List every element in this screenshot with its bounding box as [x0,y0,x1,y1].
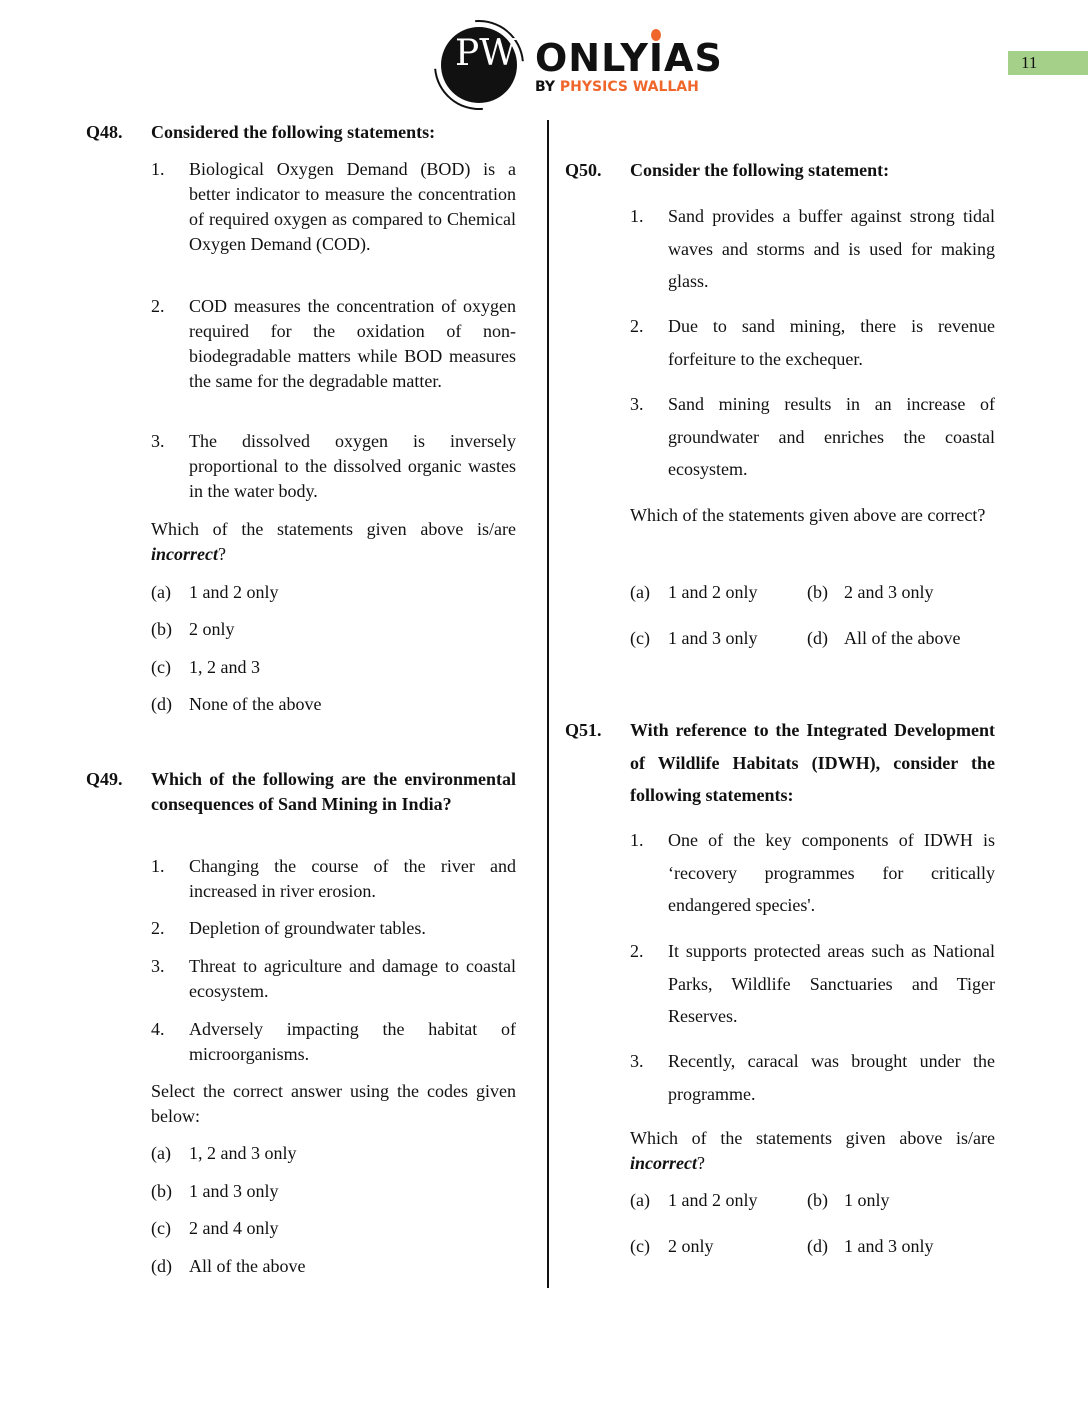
option-text: None of the above [189,694,322,714]
item-number: 3. [151,431,165,451]
item-number: 4. [151,1019,165,1039]
option-text: 2 and 3 only [844,582,934,602]
option-key: (d) [807,628,828,648]
pw-monogram-icon: PW [441,27,517,103]
logo-brand: ONLYIAS [535,36,723,80]
statement: Sand mining results in an increase of groundwater and enriches the coastal ecosystem. [668,394,995,480]
question-number: Q50. [565,160,602,180]
item-number: 3. [630,394,644,414]
question-title: Considered the following statements: [151,122,436,142]
item-number: 2. [630,316,644,336]
option-key: (b) [807,1190,828,1210]
question-prompt: Which of the statements given above are correct? [630,505,986,525]
option-text: 1 only [844,1190,890,1210]
option-key: (a) [151,582,171,602]
option-key: (c) [630,1236,650,1256]
item-number: 1. [151,856,165,876]
option-key: (d) [151,694,172,714]
question-prompt: Select the correct answer using the codes given below: [151,1081,516,1126]
option-text: All of the above [844,628,961,648]
question-number: Q51. [565,720,602,740]
option-key: (b) [151,619,172,639]
statement: It supports protected areas such as National Parks, Wildlife Sanctuaries and Tiger Reserves. [668,941,995,1027]
item-number: 1. [151,159,165,179]
option-text: All of the above [189,1256,306,1276]
question-prompt: Which of the statements given above is/are incorrect? [151,519,516,564]
item-number: 2. [151,918,165,938]
item-number: 2. [630,941,644,961]
option-text: 1 and 3 only [668,628,758,648]
option-text: 2 only [668,1236,714,1256]
option-key: (c) [151,657,171,677]
item-number: 1. [630,830,644,850]
statement: Recently, caracal was brought under the programme. [668,1051,995,1104]
item-number: 2. [151,296,165,316]
item-number: 1. [630,206,644,226]
statement: Due to sand mining, there is revenue forfeiture to the exchequer. [668,316,995,369]
option-key: (c) [630,628,650,648]
option-key: (b) [807,582,828,602]
option-key: (d) [807,1236,828,1256]
statement: The dissolved oxygen is inversely proportional to the dissolved organic wastes in the water body. [189,431,516,501]
statement: Depletion of groundwater tables. [189,918,426,938]
statement: Sand provides a buffer against strong tidal waves and storms and is used for making glass. [668,206,995,292]
column-divider [547,120,549,1288]
question-prompt: Which of the statements given above is/are incorrect? [630,1128,995,1173]
page-number: 11 [1008,51,1088,75]
option-text: 1, 2 and 3 [189,657,260,677]
option-text: 2 only [189,619,235,639]
question-number: Q49. [86,769,123,789]
option-text: 1 and 2 only [189,582,279,602]
option-text: 1 and 2 only [668,582,758,602]
statement: One of the key components of IDWH is ‘recovery programmes for critically endangered species'. [668,830,995,916]
question-title: With reference to the Integrated Development of Wildlife Habitats (IDWH), consider the following statements: [630,720,995,806]
option-key: (d) [151,1256,172,1276]
option-text: 1 and 3 only [189,1181,279,1201]
option-text: 1 and 3 only [844,1236,934,1256]
logo-tagline: BY PHYSICS WALLAH [535,79,699,95]
question-title: Consider the following statement: [630,160,890,180]
question-title: Which of the following are the environmental consequences of Sand Mining in India? [151,769,516,814]
question-number: Q48. [86,122,123,142]
option-key: (b) [151,1181,172,1201]
statement: Threat to agriculture and damage to coastal ecosystem. [189,956,516,1001]
item-number: 3. [630,1051,644,1071]
statement: COD measures the concentration of oxygen required for the oxidation of non-biodegradable matters while BOD measures the same for the degradable matter. [189,296,516,391]
option-key: (c) [151,1218,171,1238]
option-key: (a) [630,582,650,602]
option-text: 2 and 4 only [189,1218,279,1238]
statement: Biological Oxygen Demand (BOD) is a better indicator to measure the concentration of required oxygen as compared to Chemical Oxygen Demand (COD). [189,159,516,254]
item-number: 3. [151,956,165,976]
option-key: (a) [630,1190,650,1210]
option-text: 1 and 2 only [668,1190,758,1210]
option-text: 1, 2 and 3 only [189,1143,297,1163]
option-key: (a) [151,1143,171,1163]
statement: Adversely impacting the habitat of microorganisms. [189,1019,516,1064]
statement: Changing the course of the river and increased in river erosion. [189,856,516,901]
